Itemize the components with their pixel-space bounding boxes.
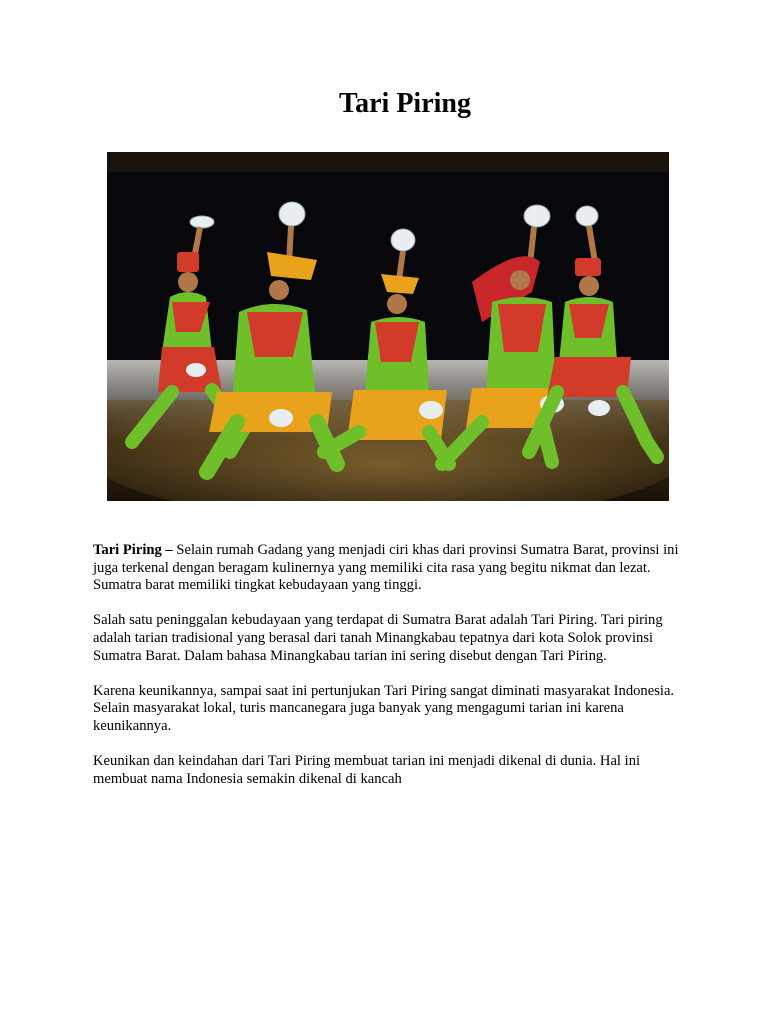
dancers-illustration — [107, 152, 669, 501]
plate-icon — [190, 216, 214, 228]
dancers-photo — [107, 152, 669, 501]
paragraph-1 — [93, 542, 683, 595]
paragraph-4: Keunikan dan keindahan dari Tari Piring membuat tarian ini menjadi dikenal di dunia. Hal ini membuat nama Indonesia semakin dikenal di kancah — [93, 753, 641, 787]
stage-top — [107, 152, 669, 172]
plate-icon — [391, 229, 415, 251]
article-body — [93, 542, 683, 806]
paragraph-3: Karena keunikannya, sampai saat ini pertunjukan Tari Piring sangat diminati masyarakat Indonesia. Selain masyarakat lokal, turis mancanegara juga banyak yang mengagumi tarian ini karena keunikannya. — [93, 682, 675, 734]
plate-icon — [576, 206, 598, 226]
plate-icon — [524, 205, 550, 227]
paragraph-2: Salah satu peninggalan kebudayaan yang terdapat di Sumatra Barat adalah Tari Piring. Tari piring adalah tarian tradisional yang berasal dari tanah Minangkabau tepatnya dari kota Solok provinsi Sumatra Barat. Dalam bahasa Minangkabau tarian ini sering disebut dengan Tari Piring. — [93, 612, 663, 664]
page-title: Tari Piring — [339, 88, 471, 119]
plate-icon — [279, 202, 305, 226]
paragraph-lead: Tari Piring – — [93, 542, 173, 558]
paragraph-text: Selain rumah Gadang yang menjadi ciri khas dari provinsi Sumatra Barat, provinsi ini juga terkenal dengan beragam kulinernya yang memiliki cita rasa yang begitu nikmat dan lezat. Sumatra barat memiliki tingkat kebudayaan yang tinggi. — [93, 542, 679, 594]
